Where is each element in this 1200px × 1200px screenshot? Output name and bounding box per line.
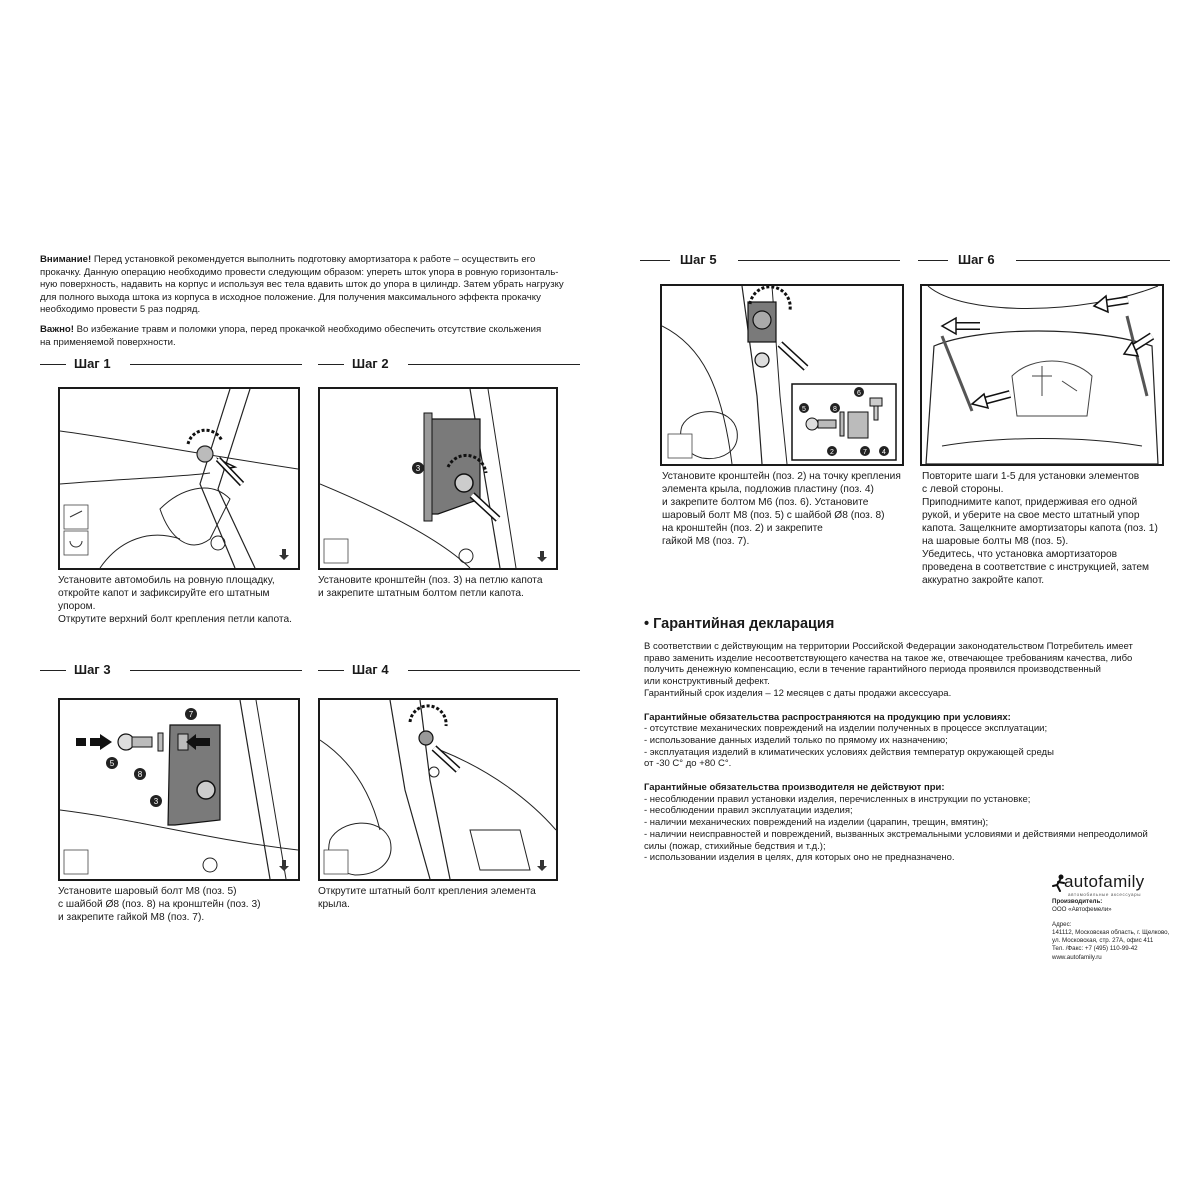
- position-label: 7: [188, 710, 194, 719]
- position-label: 5: [802, 406, 806, 413]
- step-4-heading: [318, 662, 580, 678]
- position-label: 3: [153, 797, 159, 806]
- warranty-line: или конструктивный дефект.: [644, 676, 770, 688]
- warranty-body: [644, 641, 1148, 864]
- manufacturer-block: [1052, 898, 1169, 962]
- step-title: Шаг 2: [352, 356, 389, 371]
- caption-line: элемента крыла, подложив пластину (поз. 4): [662, 484, 874, 495]
- warranty-line: - использовании изделия в целях, для которых оно не предназначено.: [644, 852, 955, 864]
- position-label: 6: [857, 390, 861, 397]
- step-2-heading: [318, 356, 580, 372]
- caption-line: Открутите штатный болт крепления элемента: [318, 886, 536, 897]
- step-6-figure: [920, 284, 1164, 466]
- caption-line: Установите кронштейн (поз. 2) на точку крепления: [662, 471, 901, 482]
- step-2-caption: [318, 574, 543, 600]
- caption-line: упором.: [58, 601, 96, 612]
- caption-line: Убедитесь, что установка амортизаторов: [922, 549, 1118, 560]
- caption-line: Установите автомобиль на ровную площадку,: [58, 575, 275, 586]
- warranty-line: - несоблюдении правил эксплуатации изделия;: [644, 805, 853, 817]
- step-1-caption: [58, 574, 292, 626]
- step-6-illustration: [922, 286, 1162, 464]
- step-1-figure: [58, 387, 300, 570]
- step-5-caption: [662, 470, 901, 548]
- step-2-illustration: [320, 389, 556, 568]
- intro-attention: [40, 254, 600, 317]
- step-title: Шаг 1: [74, 356, 111, 371]
- warranty-line: - отсутствие механических повреждений на изделии полученных в процессе эксплуатации;: [644, 723, 1048, 735]
- step-title: Шаг 5: [680, 252, 717, 267]
- caption-line: капота. Защелкните амортизаторы капота (поз. 1): [922, 523, 1158, 534]
- step-4-illustration: [320, 700, 556, 879]
- caption-line: и закрепите гайкой М8 (поз. 7).: [58, 912, 205, 923]
- step-1-illustration: [60, 389, 298, 568]
- warranty-line: получить денежную компенсацию, если в течение гарантийного периода проявился производственный: [644, 664, 1101, 676]
- warranty-line: право заменить изделие несоответствующего качества на такое же, отвечающее требованиям качества, либо: [644, 652, 1133, 664]
- attention-text: Перед установкой рекомендуется выполнить подготовку амортизатора к работе – осуществить его: [91, 254, 536, 265]
- step-6-heading: [918, 252, 1170, 268]
- important-label: Важно!: [40, 324, 74, 335]
- caption-line: Открутите верхний болт крепления петли капота.: [58, 614, 292, 625]
- attention-text: для полного выхода штока из корпуса в исходное положение. Для получения максимального эффекта прокачку: [40, 291, 541, 303]
- caption-line: и закрепите болтом М6 (поз. 6). Установите: [662, 497, 869, 508]
- brand-name: autofamily: [1064, 872, 1145, 891]
- step-title: Шаг 6: [958, 252, 995, 267]
- caption-line: на шаровые болты М8 (поз. 5).: [922, 536, 1069, 547]
- step-title: Шаг 4: [352, 662, 389, 677]
- caption-line: Установите шаровый болт М8 (поз. 5): [58, 886, 237, 897]
- position-label: 4: [882, 449, 886, 456]
- address-line: Тел. /Факс: +7 (495) 110-99-42: [1052, 945, 1138, 953]
- caption-line: Приподнимите капот, придерживая его одной: [922, 497, 1138, 508]
- step-6-caption: [922, 470, 1158, 587]
- warranty-line: силы (пожар, стихийные бедствия и т.д.);: [644, 840, 826, 852]
- step-3-caption: [58, 885, 261, 924]
- warranty-line: - наличии неисправностей и повреждений, вызванных экстремальными условиями и действиями непреодолимой: [644, 828, 1148, 840]
- step-4-figure: [318, 698, 558, 881]
- attention-label: Внимание!: [40, 254, 92, 265]
- step-2-figure: [318, 387, 558, 570]
- warranty-title: • Гарантийная декларация: [644, 616, 835, 632]
- manufacturer-label: Производитель:: [1052, 898, 1103, 905]
- position-label: 8: [833, 406, 837, 413]
- caption-line: с шайбой Ø8 (поз. 8) на кронштейн (поз. 3): [58, 899, 261, 910]
- step-5-illustration: [662, 286, 902, 464]
- website-link[interactable]: www.autofamily.ru: [1052, 953, 1102, 961]
- address-line: 141112, Московская область, г. Щелково,: [1052, 928, 1170, 936]
- warranty-not-apply-heading: Гарантийные обязательства производителя не действуют при:: [644, 782, 945, 794]
- warranty-line: Гарантийный срок изделия – 12 месяцев с даты продажи аксессуара.: [644, 687, 952, 699]
- warranty-line: - использование данных изделий только по прямому их назначению;: [644, 734, 948, 746]
- brand-tagline: автомобильные аксессуары: [1068, 892, 1142, 897]
- step-title: Шаг 3: [74, 662, 111, 677]
- manufacturer-name: ООО «Автофемели»: [1052, 906, 1112, 914]
- position-label: 7: [863, 449, 867, 456]
- warranty-line: - эксплуатация изделий в климатических условиях действия температур окружающей среды: [644, 746, 1054, 758]
- intro-important: [40, 324, 600, 349]
- position-label: 2: [830, 449, 834, 456]
- position-label: 3: [415, 464, 421, 473]
- step-4-caption: [318, 885, 536, 911]
- caption-line: с левой стороны.: [922, 484, 1004, 495]
- position-label: 5: [109, 759, 115, 768]
- attention-text: необходимо провести 5 раз подряд.: [40, 304, 201, 316]
- warranty-applies-heading: Гарантийные обязательства распространяются на продукцию при условиях:: [644, 711, 1011, 723]
- caption-line: откройте капот и зафиксируйте его штатным: [58, 588, 270, 599]
- address-line: ул. Московская, стр. 27А, офис 411: [1052, 937, 1154, 945]
- step-3-figure: [58, 698, 300, 881]
- caption-line: Установите кронштейн (поз. 3) на петлю капота: [318, 575, 543, 586]
- step-3-illustration: [60, 700, 298, 879]
- attention-text: ную поверхность, надавить на корпус и используя вес тела вдавить шток до упора в цилиндр. Затем убрать нагрузку: [40, 279, 564, 291]
- caption-line: рукой, и уберите на свое место штатный упор: [922, 510, 1140, 521]
- caption-line: и закрепите штатным болтом петли капота.: [318, 588, 524, 599]
- caption-line: гайкой М8 (поз. 7).: [662, 536, 750, 547]
- caption-line: шаровый болт М8 (поз. 5) с шайбой Ø8 (поз. 8): [662, 510, 885, 521]
- position-label: 8: [137, 770, 143, 779]
- caption-line: на кронштейн (поз. 2) и закрепите: [662, 523, 823, 534]
- caption-line: аккуратно закройте капот.: [922, 575, 1045, 586]
- step-1-heading: [40, 356, 302, 372]
- warranty-line: - наличии механических повреждений на изделии (царапин, трещин, вмятин);: [644, 817, 989, 829]
- address-label: Адрес:: [1052, 920, 1072, 928]
- step-5-figure: [660, 284, 904, 466]
- caption-line: проведена в соответствие с инструкцией, затем: [922, 562, 1150, 573]
- caption-line: Повторите шаги 1-5 для установки элементов: [922, 471, 1140, 482]
- step-5-heading: [640, 252, 900, 268]
- warranty-line: от -30 С° до +80 С°.: [644, 758, 732, 770]
- caption-line: крыла.: [318, 899, 350, 910]
- important-text: на применяемой поверхности.: [40, 336, 176, 348]
- warranty-line: - несоблюдении правил установки изделия, перечисленных в инструкции по установке;: [644, 793, 1031, 805]
- important-text: Во избежание травм и поломки упора, перед прокачкой необходимо обеспечить отсутствие скольжения: [73, 324, 542, 335]
- step-3-heading: [40, 662, 302, 678]
- warranty-line: В соответствии с действующим на территории Российской Федерации законодательством Потребитель имеет: [644, 641, 1133, 652]
- attention-text: прокачку. Данную операцию необходимо провести следующим образом: упереть шток упора в ровную горизонталь-: [40, 266, 559, 278]
